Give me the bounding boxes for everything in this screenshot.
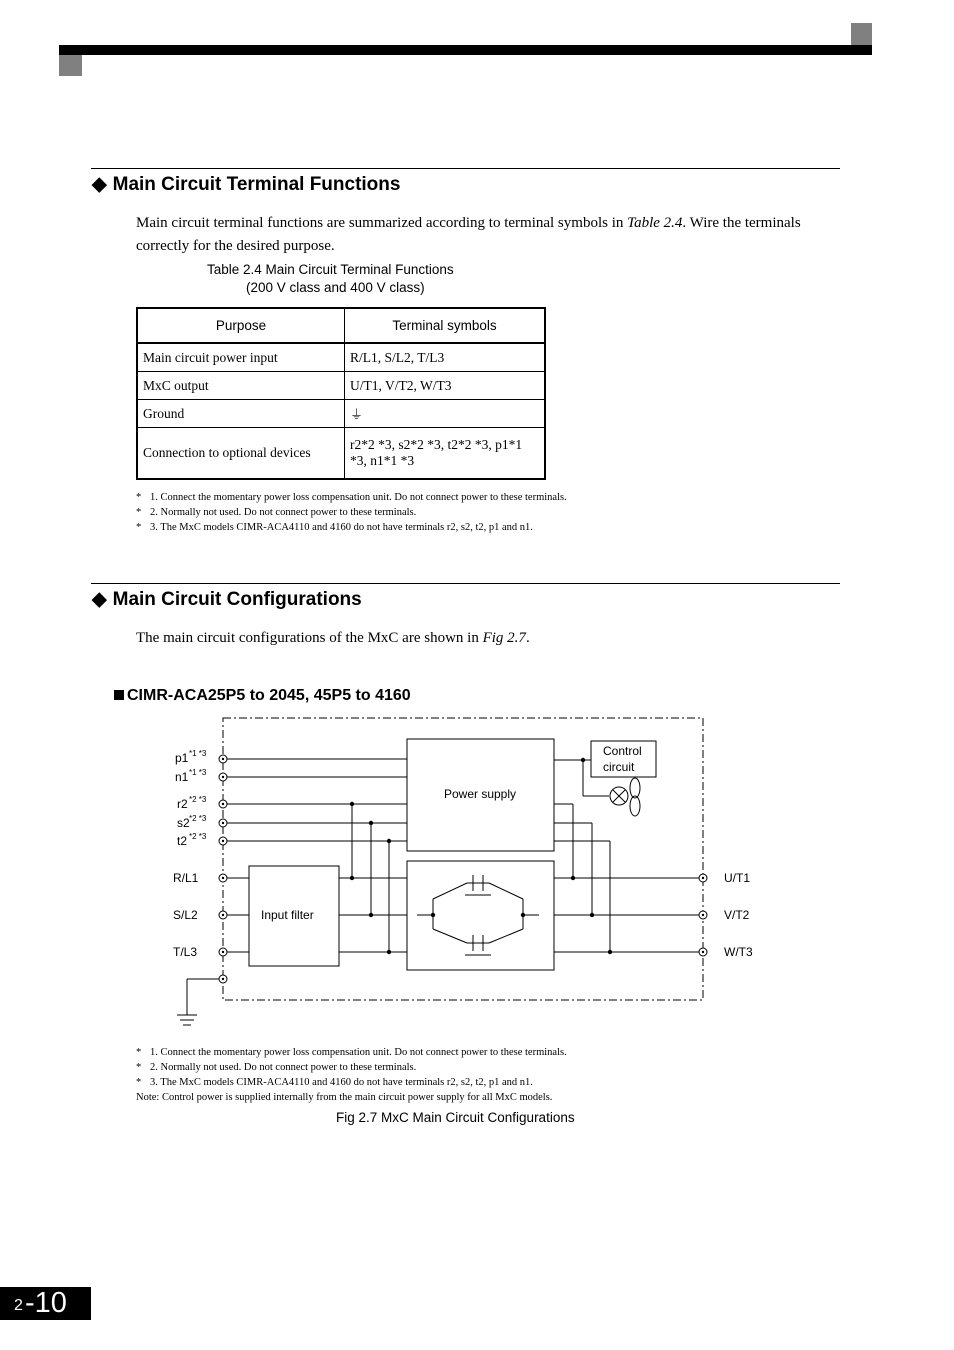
main-circuit-diagram <box>165 715 785 1035</box>
power-supply-label: Power supply <box>443 787 517 801</box>
chapter-number: 2 <box>14 1297 23 1314</box>
header-tab-left <box>59 55 82 76</box>
table-cell-purpose: Main circuit power input <box>137 343 345 372</box>
table-cell-symbols: R/L1, S/L2, T/L3 <box>345 343 546 372</box>
table-reference-link[interactable]: Table 2.4 <box>627 215 683 231</box>
table-footnotes <box>136 490 567 535</box>
ground-symbol-icon: ⏚ <box>345 400 546 428</box>
terminal-label-wt3: W/T3 <box>724 945 753 959</box>
terminal-label-p1: p1 <box>175 751 189 765</box>
wiring <box>177 759 699 1025</box>
terminal-functions-table <box>136 307 546 480</box>
diamond-bullet-icon: ◆ <box>92 589 107 610</box>
table-header-row <box>137 308 545 343</box>
terminal-label-r2: r2 <box>177 797 188 811</box>
footnote: * 1. Connect the momentary power loss compensation unit. Do not connect power to these terminals. <box>136 1047 567 1058</box>
terminal-sup-p1: *1 *3 <box>189 749 207 758</box>
control-circuit-label: Control <box>603 744 642 758</box>
square-bullet-icon <box>114 690 124 700</box>
figure-footnotes <box>136 1045 567 1105</box>
terminal-sup-s2: *2 *3 <box>189 814 207 823</box>
matrix-converter-switch-icon <box>417 875 539 955</box>
section-title-circuit-configurations: ◆ Main Circuit Configurations <box>92 589 362 610</box>
footnote: * 2. Normally not used. Do not connect power to these terminals. <box>136 1062 417 1073</box>
table-cell-purpose: Ground <box>137 400 345 428</box>
table-row <box>137 372 545 400</box>
terminal-sup-t2: *2 *3 <box>189 832 207 841</box>
page-number: -10 <box>25 1287 67 1319</box>
table-cell-purpose: MxC output <box>137 372 345 400</box>
terminal-label-sl2: S/L2 <box>173 908 198 922</box>
table-header-terminal-symbols: Terminal symbols <box>345 308 546 343</box>
terminal-label-s2: s2 <box>177 816 190 830</box>
figure-note: Note: Control power is supplied internally from the main circuit power supply for all MxC models. <box>136 1092 553 1103</box>
table-row <box>137 428 545 480</box>
control-circuit-label-2: circuit <box>603 760 635 774</box>
header-bar <box>59 45 872 55</box>
table-header-purpose: Purpose <box>137 308 345 343</box>
footnote: * 1. Connect the momentary power loss compensation unit. Do not connect power to these terminals. <box>136 492 567 503</box>
diamond-bullet-icon: ◆ <box>92 174 107 195</box>
terminal-label-ut1: U/T1 <box>724 871 751 885</box>
figure-reference-link[interactable]: Fig 2.7 <box>482 630 526 646</box>
footnote: * 2. Normally not used. Do not connect power to these terminals. <box>136 507 417 518</box>
model-subheading: CIMR-ACA25P5 to 2045, 45P5 to 4160 <box>114 687 411 705</box>
table-cell-symbols: r2*2 *3, s2*2 *3, t2*2 *3, p1*1 *3, n1*1 *3 <box>345 428 546 480</box>
terminal-label-vt2: V/T2 <box>724 908 750 922</box>
page-number-badge <box>0 1287 91 1320</box>
footnote: * 3. The MxC models CIMR-ACA4110 and 4160 do not have terminals r2, s2, t2, p1 and n1. <box>136 522 533 533</box>
table-caption: Table 2.4 Main Circuit Terminal Functions <box>207 262 454 277</box>
terminal-sup-n1: *1 *3 <box>189 768 207 777</box>
terminal-sup-r2: *2 *3 <box>189 795 207 804</box>
terminal-label-tl3: T/L3 <box>173 945 198 959</box>
header-tab-right <box>851 23 872 46</box>
footnote: * 3. The MxC models CIMR-ACA4110 and 4160 do not have terminals r2, s2, t2, p1 and n1. <box>136 1077 533 1088</box>
cooling-fan-icon <box>610 778 640 816</box>
terminal-label-rl1: R/L1 <box>173 871 199 885</box>
section1-intro: Main circuit terminal functions are summarized according to terminal symbols in Table 2.4. Wire the terminals correctly for the desired purpose. <box>136 215 801 254</box>
table-row <box>137 343 545 372</box>
figure-caption: Fig 2.7 MxC Main Circuit Configurations <box>336 1110 575 1125</box>
terminal-label-t2: t2 <box>177 834 188 848</box>
section-title-terminal-functions: ◆ Main Circuit Terminal Functions <box>92 174 401 195</box>
section-rule <box>91 583 840 584</box>
section-rule <box>91 168 840 169</box>
section2-intro: The main circuit configurations of the MxC are shown in Fig 2.7. <box>136 630 530 646</box>
terminal-label-n1: n1 <box>175 770 189 784</box>
table-row <box>137 400 545 428</box>
table-caption-sub: (200 V class and 400 V class) <box>246 280 425 295</box>
table-cell-symbols: U/T1, V/T2, W/T3 <box>345 372 546 400</box>
input-filter-label: Input filter <box>261 908 314 922</box>
table-cell-purpose: Connection to optional devices <box>137 428 345 480</box>
